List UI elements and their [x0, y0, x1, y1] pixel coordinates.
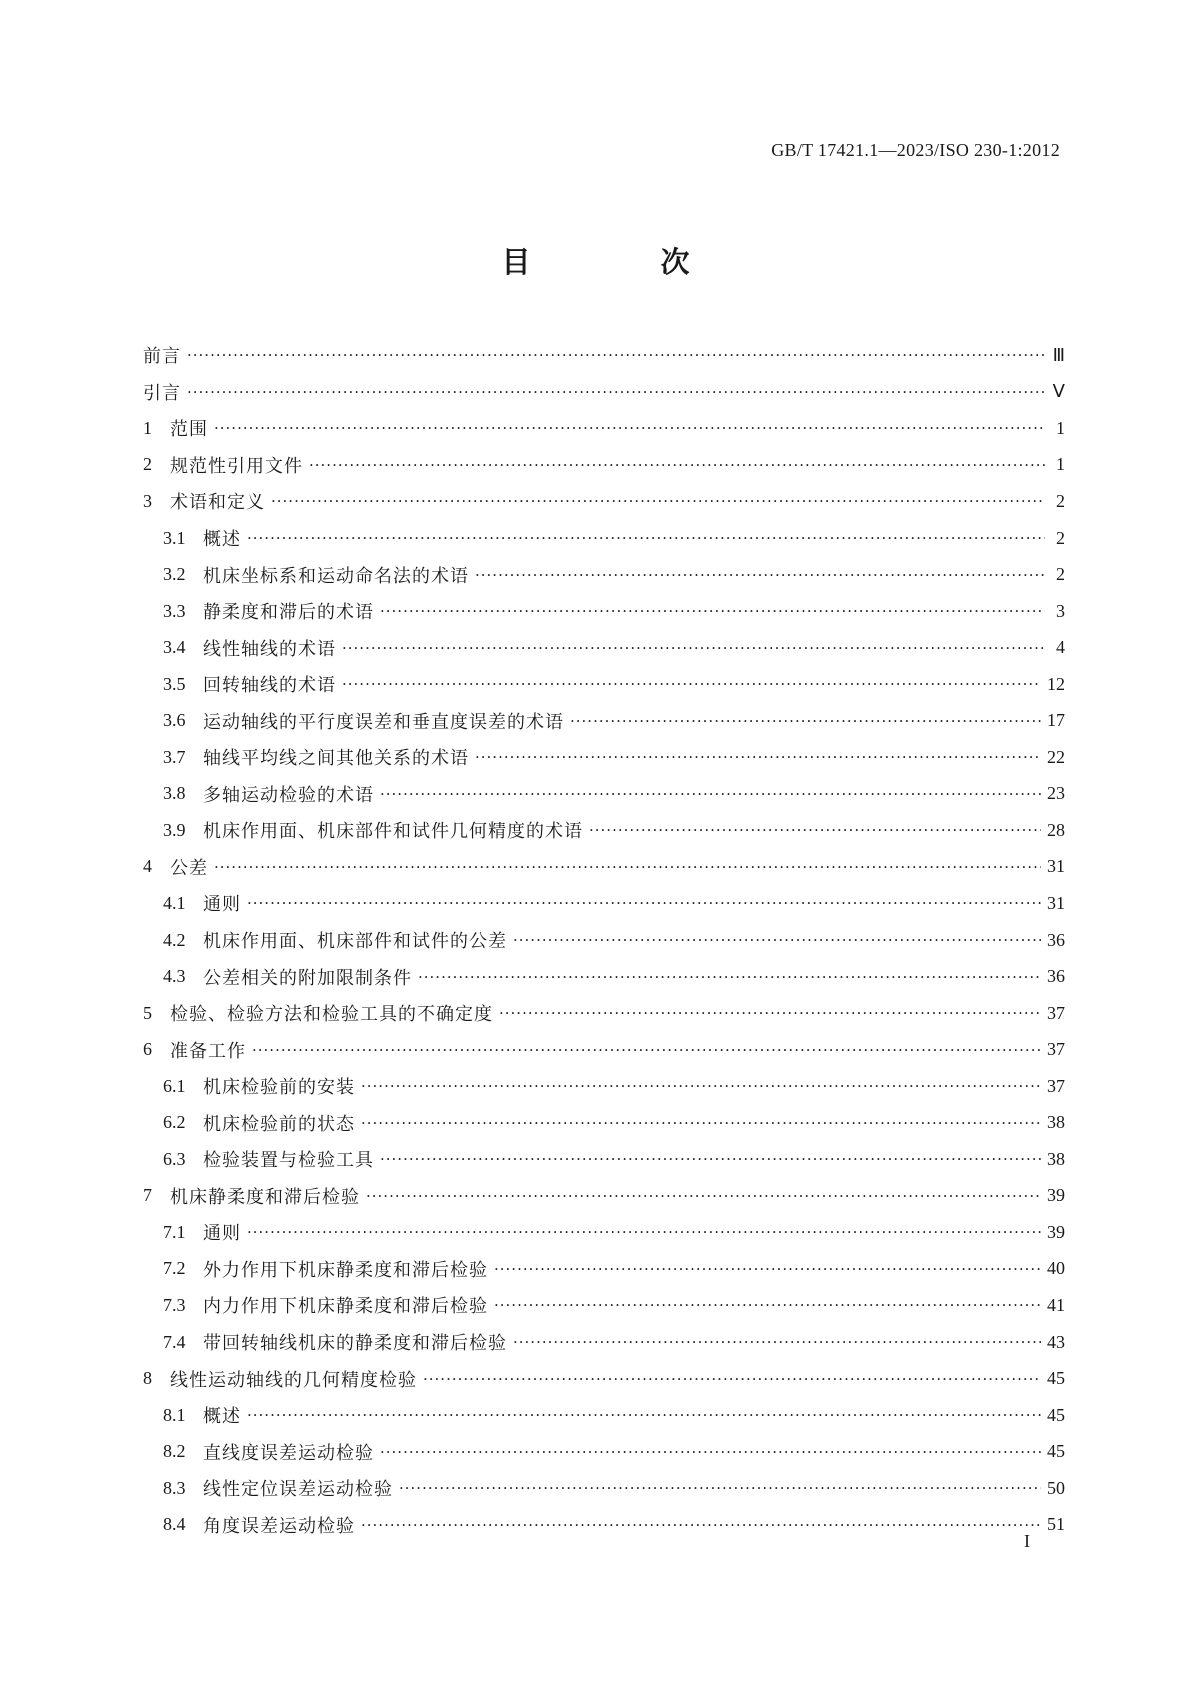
- toc-entry[interactable]: [143, 1287, 1065, 1324]
- toc-entry[interactable]: [143, 885, 1065, 922]
- toc-leader-dots: [214, 419, 1045, 437]
- toc-entry-label: 线性定位误差运动检验: [203, 1479, 393, 1501]
- toc-leader-dots: [494, 1296, 1041, 1314]
- toc-entry-label: 规范性引用文件: [170, 455, 303, 477]
- toc-entry-label: 概述: [203, 529, 241, 550]
- toc-entry[interactable]: [143, 1360, 1065, 1397]
- toc-entry-page: 38: [1047, 1112, 1065, 1133]
- toc-entry-number: 3.3: [163, 600, 186, 621]
- toc-entry-number: 3: [143, 490, 152, 511]
- toc-entry[interactable]: [143, 849, 1065, 886]
- toc-entry[interactable]: [143, 1470, 1065, 1507]
- toc-entry-label: 角度误差运动检验: [203, 1515, 355, 1537]
- toc-entry-label: 线性轴线的术语: [203, 638, 336, 660]
- toc-entry-page: 28: [1047, 819, 1065, 840]
- toc-entry-page: 38: [1047, 1148, 1065, 1169]
- toc-entry-number: 3.1: [163, 527, 186, 548]
- toc-entry-page: 39: [1047, 1221, 1065, 1242]
- toc-entry-number: 3.8: [163, 783, 186, 804]
- toc-entry[interactable]: [143, 1507, 1065, 1544]
- toc-leader-dots: [380, 1443, 1041, 1461]
- toc-leader-dots: [366, 1187, 1041, 1205]
- toc-leader-dots: [252, 1041, 1041, 1059]
- toc-entry-page: 1: [1056, 454, 1065, 475]
- toc-entry-label: 外力作用下机床静柔度和滞后检验: [203, 1259, 488, 1281]
- toc-entry[interactable]: [143, 593, 1065, 630]
- page-number: I: [1024, 1531, 1030, 1551]
- toc-entry-number: 5: [143, 1002, 152, 1023]
- toc-entry-number: 3.2: [163, 564, 186, 585]
- toc-leader-dots: [361, 1516, 1041, 1534]
- toc-entry[interactable]: [143, 1178, 1065, 1215]
- toc-entry-page: 22: [1047, 746, 1065, 767]
- toc-entry-number: 7.4: [163, 1331, 186, 1352]
- toc-entry-page: 2: [1056, 527, 1065, 548]
- toc-entry-label: 引言: [143, 382, 181, 404]
- toc-leader-dots: [309, 456, 1045, 474]
- toc-entry[interactable]: [143, 812, 1065, 849]
- toc-entry-page: 1: [1056, 417, 1065, 438]
- toc-entry-number: 3.9: [163, 819, 186, 840]
- toc-entry[interactable]: [143, 483, 1065, 520]
- toc-entry[interactable]: [143, 1324, 1065, 1361]
- toc-entry[interactable]: [143, 1141, 1065, 1178]
- toc-leader-dots: [494, 1260, 1041, 1278]
- toc-entry-number: 7: [143, 1185, 152, 1206]
- toc-leader-dots: [475, 748, 1041, 766]
- toc-entry[interactable]: [143, 1251, 1065, 1288]
- toc-entry-page: 37: [1047, 1002, 1065, 1023]
- toc-leader-dots: [271, 492, 1045, 510]
- toc-title: 目 次: [501, 245, 750, 279]
- toc-entry-label: 准备工作: [170, 1040, 246, 1062]
- toc-leader-dots: [499, 1004, 1041, 1022]
- toc-entry-label: 通则: [203, 894, 241, 916]
- toc-entry-label: 通则: [203, 1223, 241, 1245]
- toc-entry-label: 机床作用面、机床部件和试件的公差: [203, 931, 507, 953]
- toc-entry[interactable]: [143, 739, 1065, 776]
- toc-entry-page: 31: [1047, 892, 1065, 913]
- toc-entry[interactable]: [143, 410, 1065, 447]
- toc-entry-number: 4.1: [163, 892, 186, 913]
- toc-entry[interactable]: [143, 1031, 1065, 1068]
- toc-entry-page: 2: [1056, 564, 1065, 585]
- toc-leader-dots: [361, 1077, 1041, 1095]
- toc-entry-number: 7.1: [163, 1221, 186, 1242]
- toc-leader-dots: [247, 894, 1041, 912]
- toc-entry-number: 7.2: [163, 1258, 186, 1279]
- toc-entry-label: 运动轴线的平行度误差和垂直度误差的术语: [203, 711, 564, 733]
- toc-entry-page: 50: [1047, 1477, 1065, 1498]
- toc-leader-dots: [247, 529, 1045, 547]
- toc-entry-number: 4.3: [163, 966, 186, 987]
- toc-leader-dots: [380, 602, 1045, 620]
- toc-leader-dots: [513, 931, 1041, 949]
- toc-entry[interactable]: [143, 629, 1065, 666]
- toc-leader-dots: [418, 968, 1041, 986]
- toc-entry-number: 8.1: [163, 1404, 186, 1425]
- toc-entry-label: 机床静柔度和滞后检验: [170, 1186, 360, 1208]
- toc-entry-page: 37: [1047, 1039, 1065, 1060]
- toc-leader-dots: [247, 1406, 1041, 1424]
- toc-entry[interactable]: [143, 1104, 1065, 1141]
- toc-entry-label: 回转轴线的术语: [203, 675, 336, 697]
- toc-entry[interactable]: [143, 995, 1065, 1032]
- toc-entry-label: 检验装置与检验工具: [203, 1150, 374, 1172]
- toc-leader-dots: [399, 1479, 1041, 1497]
- toc-entry-number: 3.6: [163, 710, 186, 731]
- toc-entry-label: 线性运动轴线的几何精度检验: [170, 1369, 417, 1391]
- toc-entry-label: 多轴运动检验的术语: [203, 784, 374, 806]
- toc-entry-page: 39: [1047, 1185, 1065, 1206]
- toc-entry-label: 轴线平均线之间其他关系的术语: [203, 748, 469, 770]
- toc-entry-page: 3: [1056, 600, 1065, 621]
- toc-leader-dots: [513, 1333, 1041, 1351]
- toc-entry-label: 带回转轴线机床的静柔度和滞后检验: [203, 1333, 507, 1355]
- toc-entry[interactable]: [143, 520, 1065, 557]
- toc-entry-label: 机床检验前的状态: [203, 1113, 355, 1135]
- toc-entry[interactable]: [143, 447, 1065, 484]
- toc-entry-label: 范围: [170, 419, 208, 441]
- toc-entry-number: 4.2: [163, 929, 186, 950]
- toc-leader-dots: [187, 346, 1045, 364]
- toc-entry-page: 40: [1047, 1258, 1065, 1279]
- toc-entry-number: 8: [143, 1368, 152, 1389]
- toc-leader-dots: [380, 1150, 1041, 1168]
- toc-entry-page: Ⅲ: [1052, 344, 1065, 365]
- toc-entry[interactable]: [143, 702, 1065, 739]
- toc-leader-dots: [342, 639, 1045, 657]
- toc-entry-page: 36: [1047, 966, 1065, 987]
- toc-entry-label: 公差: [170, 857, 208, 879]
- toc-leader-dots: [423, 1370, 1041, 1388]
- toc-entry-number: 2: [143, 454, 152, 475]
- toc-entry[interactable]: [143, 337, 1065, 374]
- toc-leader-dots: [589, 821, 1041, 839]
- toc-entry-number: 7.3: [163, 1294, 186, 1315]
- toc-leader-dots: [187, 383, 1045, 401]
- toc-entry[interactable]: [143, 374, 1065, 411]
- toc-entry-label: 公差相关的附加限制条件: [203, 967, 412, 989]
- toc-entry-label: 机床作用面、机床部件和试件几何精度的术语: [203, 821, 583, 843]
- toc-entry-page: 43: [1047, 1331, 1065, 1352]
- toc-entry-page: 2: [1056, 490, 1065, 511]
- toc-entry-number: 6.2: [163, 1112, 186, 1133]
- toc-entry-page: 45: [1047, 1404, 1065, 1425]
- toc-entry-page: 51: [1047, 1514, 1065, 1535]
- toc-leader-dots: [361, 1114, 1041, 1132]
- toc-entry-label: 术语和定义: [170, 492, 265, 514]
- toc-entry-label: 概述: [203, 1406, 241, 1428]
- toc-entry-label: 内力作用下机床静柔度和滞后检验: [203, 1296, 488, 1318]
- toc-entry-label: 机床坐标系和运动命名法的术语: [203, 565, 469, 587]
- toc-entry-page: 12: [1047, 673, 1065, 694]
- toc-entry[interactable]: [143, 1214, 1065, 1251]
- toc-entry[interactable]: [143, 958, 1065, 995]
- toc-entry[interactable]: [143, 1397, 1065, 1434]
- toc-leader-dots: [214, 858, 1041, 876]
- toc-entry-page: 45: [1047, 1441, 1065, 1462]
- toc-entry-number: 8.4: [163, 1514, 186, 1535]
- toc-entry-page: 4: [1056, 637, 1065, 658]
- document-code: GB/T 17421.1—2023/ISO 230-1:2012: [771, 140, 1060, 160]
- toc-entry[interactable]: [143, 922, 1065, 959]
- toc-entry-label: 检验、检验方法和检验工具的不确定度: [170, 1004, 493, 1026]
- toc-entry-page: 41: [1047, 1294, 1065, 1315]
- toc-entry-number: 1: [143, 417, 152, 438]
- toc-leader-dots: [570, 712, 1041, 730]
- toc-entry[interactable]: [143, 666, 1065, 703]
- toc-entry-label: 直线度误差运动检验: [203, 1442, 374, 1464]
- toc-entry[interactable]: [143, 1068, 1065, 1105]
- toc-entry-number: 6.3: [163, 1148, 186, 1169]
- toc-entry-number: 6.1: [163, 1075, 186, 1096]
- toc-entry[interactable]: [143, 556, 1065, 593]
- table-of-contents: [143, 337, 1065, 1543]
- toc-entry-page: 31: [1047, 856, 1065, 877]
- toc-entry-number: 8.2: [163, 1441, 186, 1462]
- toc-leader-dots: [342, 675, 1041, 693]
- toc-entry-page: 36: [1047, 929, 1065, 950]
- toc-entry-page: Ⅴ: [1052, 381, 1065, 402]
- toc-entry-label: 机床检验前的安装: [203, 1077, 355, 1099]
- toc-entry-number: 3.4: [163, 637, 186, 658]
- toc-entry-page: 37: [1047, 1075, 1065, 1096]
- toc-entry-label: 静柔度和滞后的术语: [203, 602, 374, 624]
- toc-entry-page: 45: [1047, 1368, 1065, 1389]
- toc-entry[interactable]: [143, 776, 1065, 813]
- toc-leader-dots: [247, 1223, 1041, 1241]
- toc-entry-number: 6: [143, 1039, 152, 1060]
- toc-entry-page: 17: [1047, 710, 1065, 731]
- toc-leader-dots: [380, 785, 1041, 803]
- toc-entry-page: 23: [1047, 783, 1065, 804]
- toc-entry[interactable]: [143, 1433, 1065, 1470]
- toc-entry-number: 3.5: [163, 673, 186, 694]
- toc-leader-dots: [475, 566, 1045, 584]
- toc-entry-number: 4: [143, 856, 152, 877]
- toc-entry-number: 8.3: [163, 1477, 186, 1498]
- toc-entry-label: 前言: [143, 346, 181, 368]
- toc-entry-number: 3.7: [163, 746, 186, 767]
